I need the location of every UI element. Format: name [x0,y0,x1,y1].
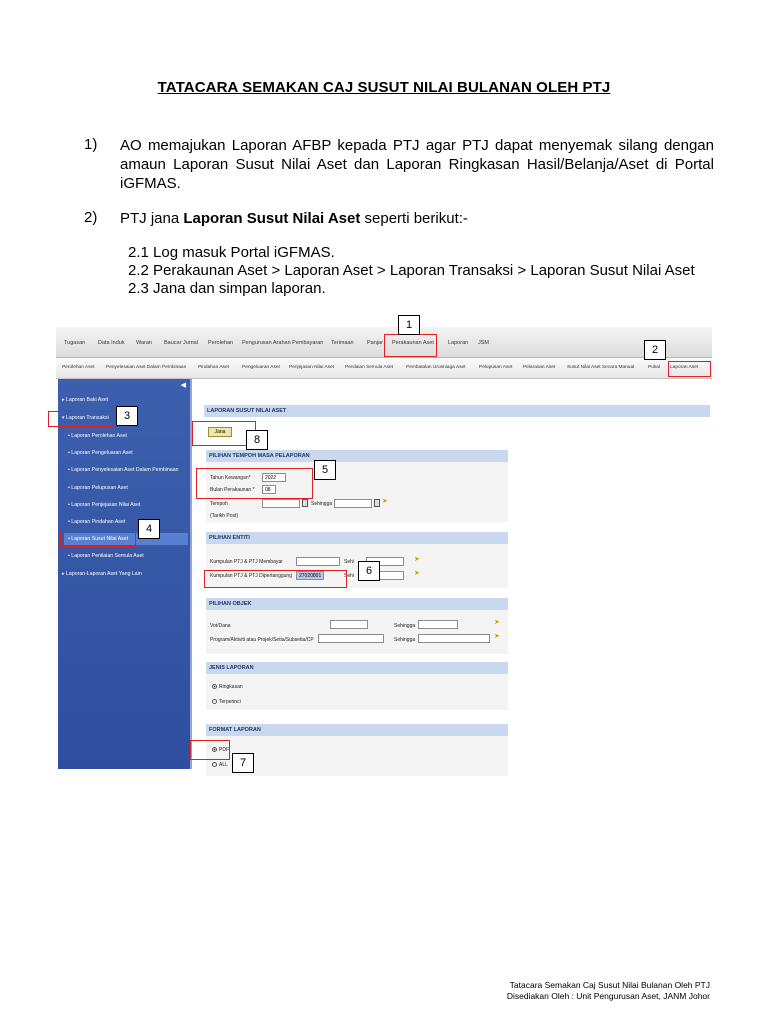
sidebar-item-transaksi[interactable]: ▾ Laporan Transaksi [62,415,109,421]
collapse-icon[interactable]: ◀ [180,382,186,389]
section-jenis: JENIS LAPORAN [206,662,508,674]
go-arrow-icon[interactable]: ➤ [494,619,500,626]
step-1-text: AO memajukan Laporan AFBP kepada PTJ agar PTJ dapat menyemak silang dengan amaun Laporan Susut Nilai Aset dan Laporan Ringkasan Hasil/Belanja/Aset di Portal iGFMAS. [120,137,714,192]
sidebar-item-baki-aset[interactable]: ▸ Laporan Baki Aset [62,397,109,403]
section-jenis-body [206,674,508,710]
menu-item-data-induk[interactable]: Data Induk [98,340,125,346]
portal-screenshot [56,327,712,777]
highlight-laporan-transaksi [48,411,114,427]
highlight-tempoh-fields [196,468,313,499]
sidebar-item-lain[interactable]: ▸ Laporan-Laporan Aset Yang Lain [62,571,142,577]
radio-all[interactable]: ALL [212,762,228,768]
tempoh-label: Tempoh [210,501,228,507]
highlight-perakaunan-aset [384,334,437,357]
jana-button[interactable]: Jana [208,427,232,437]
submenu-pembatalan-urusniaga[interactable]: Pembatalan Urusniaga Aset [406,365,466,370]
vot-label: Vot/Dana [210,623,231,629]
menu-item-perakaunan-aset[interactable]: Perakaunan Aset [392,340,434,346]
callout-8: 8 [246,430,268,450]
sidebar-item-pengeluaran[interactable]: • Laporan Pengeluaran Aset [68,450,133,456]
section-tempoh: PILIHAN TEMPOH MASA PELAPORAN [206,450,508,462]
go-arrow-icon[interactable]: ➤ [382,498,388,505]
section-format: FORMAT LAPORAN [206,724,508,736]
submenu-perolehan-aset[interactable]: Perolehan Aset [62,365,95,370]
step-1-number: 1) [84,136,98,153]
radio-terperinci[interactable]: Terperinci [212,699,241,705]
submenu-penyelesaian-adp[interactable]: Penyelesaian Aset Dalam Pembinaan [106,365,187,370]
menu-item-pengurusan-arahan[interactable]: Pengurusan Arahan Pembayaran [242,340,324,346]
highlight-susut-nilai [60,531,136,547]
tempoh-sehingga-label: Sehingga [311,501,333,507]
callout-6: 6 [358,561,380,581]
radio-pdf[interactable]: PDF [212,747,229,753]
step-2-text [120,209,468,228]
kump-tanggung-sehingga-label: Sehi [344,573,355,579]
callout-3: 3 [116,406,138,426]
callout-5: 5 [314,460,336,480]
callout-2: 2 [644,340,666,360]
section-objek-body [206,610,508,654]
submenu-pukal[interactable]: Pukal [648,365,660,370]
step-2-bold: Laporan Susut Nilai Aset [183,210,361,227]
calendar-icon[interactable] [302,499,308,507]
sidebar-item-pindahan[interactable]: • Laporan Pindahan Aset [68,519,126,525]
menu-item-laporan[interactable]: Laporan [448,340,469,346]
sidebar-item-penyelesaian-adp[interactable]: • Laporan Penyelesaian Aset Dalam Pembinaan [68,467,179,473]
menu-item-tugasan[interactable]: Tugasan [64,340,86,346]
vot-sehingga-label: Sehingga [394,623,416,629]
menu-item-waran[interactable]: Waran [136,340,152,346]
callout-4: 4 [138,519,160,539]
radio-ringkasan[interactable]: Ringkasan [212,684,243,690]
sidebar-item-penilaian-semula[interactable]: • Laporan Penilaian Semula Aset [68,553,144,559]
menu-item-perolehan[interactable]: Perolehan [208,340,234,346]
submenu-laporan-aset[interactable]: Laporan Aset [670,365,699,370]
step-2-post: seperti berikut:- [360,210,468,227]
sidebar-item-perolehan[interactable]: • Laporan Perolehan Aset [68,433,127,439]
kump-bayar-input[interactable] [296,557,340,566]
menu-item-jsm[interactable]: JSM [478,340,489,346]
vot-from-input[interactable] [330,620,368,629]
sidebar-item-pelupusan[interactable]: • Laporan Pelupusan Aset [68,485,128,491]
sub-menu-bar [56,358,712,379]
submenu-pindahan-aset[interactable]: Pindahan Aset [198,365,229,370]
program-from-input[interactable] [318,634,384,643]
step-2-number: 2) [84,209,98,226]
radio-empty-icon [212,699,217,704]
menu-item-terimaan[interactable]: Terimaan [331,340,354,346]
go-arrow-icon[interactable]: ➤ [494,633,500,640]
highlight-laporan-aset [668,361,711,377]
go-arrow-icon[interactable]: ➤ [414,570,420,577]
tempoh-from-input[interactable] [262,499,300,508]
step-2-pre: PTJ jana [120,210,184,227]
submenu-susut-nilai-manual[interactable]: Susut Nilai Aset Secara Manual [567,365,635,370]
go-arrow-icon[interactable]: ➤ [414,556,420,563]
program-label: Program/Aktiviti atau Projek/Setia/Subsetia/CP [210,637,314,643]
submenu-pengeluaran-aset[interactable]: Pengeluaran Aset [242,365,280,370]
submenu-pelarasan-aset[interactable]: Pelarasan Aset [523,365,556,370]
substep-2-3: 2.3 Jana dan simpan laporan. [128,280,326,297]
kump-tanggung-label: Kumpulan PTJ & PTJ Dipertanggung [210,573,292,579]
substep-2-1: 2.1 Log masuk Portal iGFMAS. [128,244,335,261]
tahun-input[interactable]: 2022 [262,473,286,482]
callout-7: 7 [232,753,254,773]
submenu-pelupusan-aset[interactable]: Pelupusan Aset [479,365,513,370]
footer-line-1: Tatacara Semakan Caj Susut Nilai Bulanan Oleh PTJ [509,980,710,990]
kump-tanggung-input[interactable]: 27020801 [296,571,324,580]
footer-line-2: Disediakan Oleh : Unit Pengurusan Aset, JANM Johor [506,991,710,1001]
substep-2-2: 2.2 Perakaunan Aset > Laporan Aset > Laporan Transaksi > Laporan Susut Nilai Aset [128,262,695,279]
tempoh-to-input[interactable] [334,499,372,508]
section-objek: PILIHAN OBJEK [206,598,508,610]
panel-title: LAPORAN SUSUT NILAI ASET [204,405,710,417]
sidebar-nav [58,379,192,769]
program-to-input[interactable] [418,634,490,643]
vot-to-input[interactable] [418,620,458,629]
sidebar-item-penjejasan[interactable]: • Laporan Penjejasan Nilai Aset [68,502,141,508]
program-sehingga-label: Sehingga [394,637,416,643]
highlight-format-pdf [190,740,230,760]
menu-item-panjar[interactable]: Panjar [367,340,383,346]
tarikh-post-label: (Tarikh Post) [210,513,239,519]
bulan-input[interactable]: 08 [262,485,276,494]
bulan-label: Bulan Perakaunan * [210,487,255,493]
calendar-icon[interactable] [374,499,380,507]
document-title: TATACARA SEMAKAN CAJ SUSUT NILAI BULANAN OLEH PTJ [157,79,611,96]
menu-item-baucar-jurnal[interactable]: Baucar Jurnal [164,340,198,346]
submenu-penilaian-semula-aset[interactable]: Penilaian Semula Aset [345,365,393,370]
section-entiti: PILIHAN ENTITI [206,532,508,544]
submenu-penjejasan-nilai-aset[interactable]: Penjejasan Nilai Aset [289,365,335,370]
radio-empty-icon [212,762,217,767]
radio-selected-icon [212,684,217,689]
callout-1: 1 [398,315,420,335]
kump-bayar-label: Kumpulan PTJ & PTJ Membayar [210,559,283,565]
kump-bayar-sehingga-label: Sehi [344,559,355,565]
sidebar-item-susut-nilai[interactable]: • Laporan Susut Nilai Aset [64,533,188,545]
tahun-label: Tahun Kewangan* [210,475,251,481]
highlight-kumpulan-ptj [204,570,347,588]
